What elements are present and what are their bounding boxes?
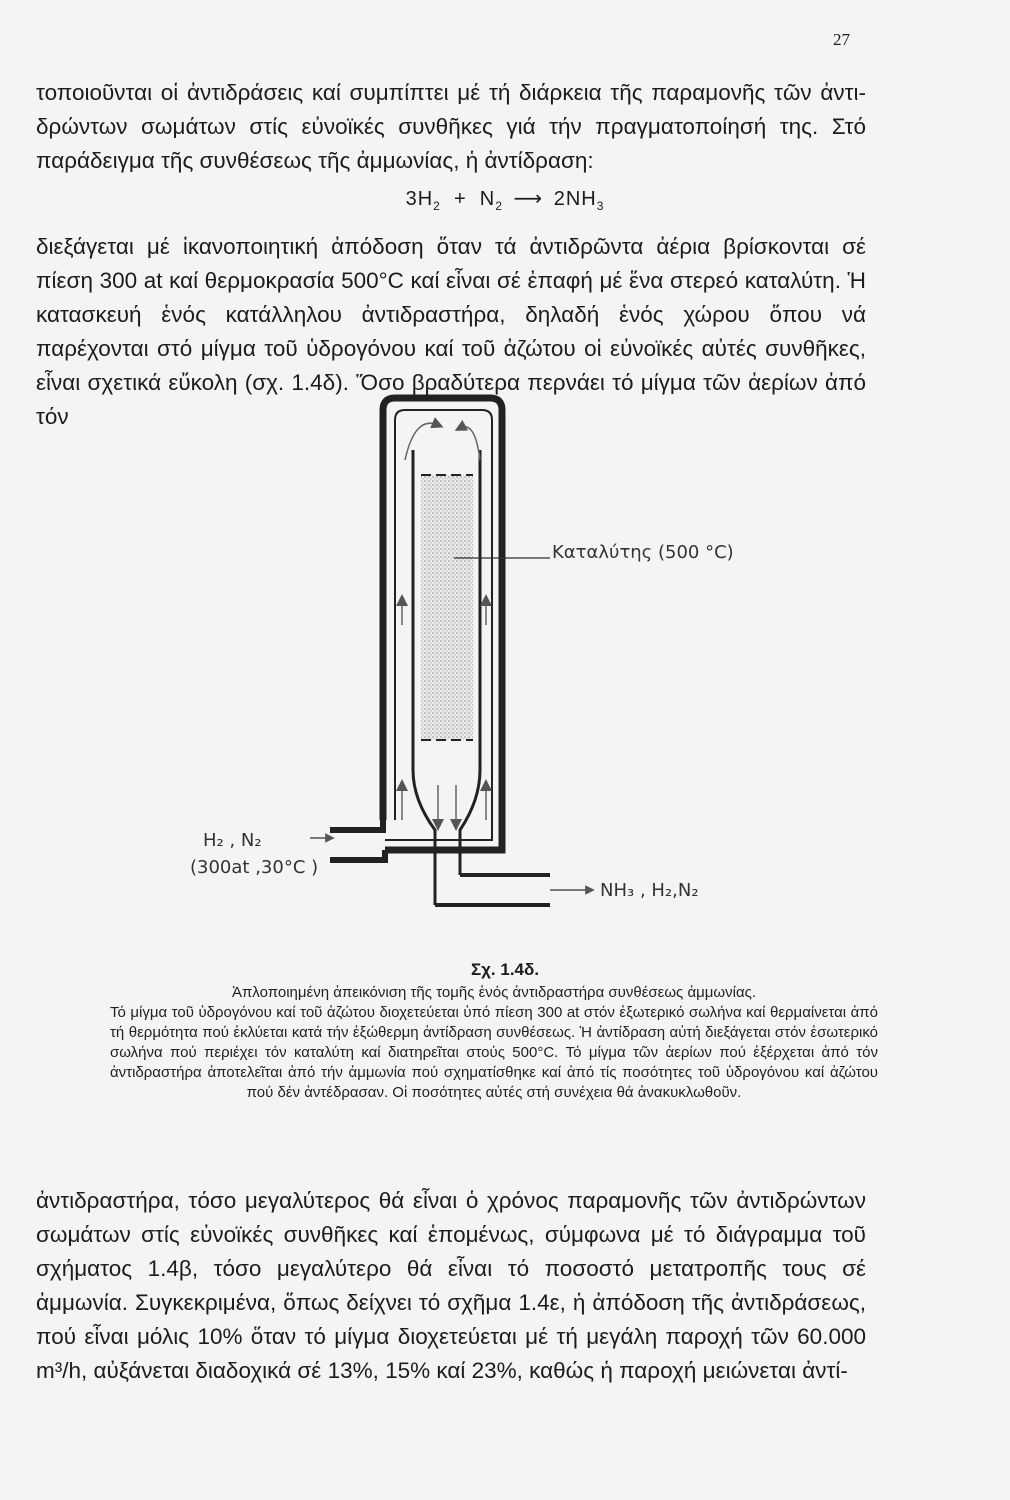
page-number: 27 [833, 30, 850, 49]
equation-middle: N [479, 188, 496, 210]
figure-caption [110, 983, 878, 1103]
caption-body: Τό μίγμα τοῦ ὑδρογόνου καί τοῦ ἀζώτου διοχετεύεται ὑπό πίεση 300 at στόν ἐξωτερικό σωλήνα καί θερμαίνεται ἀπό τή θερμότητα πού ἐκλύεται κατά τήν ἐξώθερμη ἀντίδραση συνθέσεως. Ἡ ἀντίδραση αὐτή διεξάγεται στόν ἐσωτερικό σωλήνα πού περιέχει τόν καταλύτη καί διατηρεῖται στούς 500°C. Τό μίγμα τῶν ἀερίων πού ἐξέρχεται ἀπό τόν ἀντιδραστήρα ἀποτελεῖται ἀπό τήν ἀμμωνία πού σχηματίσθηκε καί ἀπό τίς ποσότητες τοῦ ὑδρογόνου καί ἀζώτου πού δέν ἀντέδρασαν. Οἱ ποσότητες αὐτές στή συνέχεια θά ἀνακυκλωθοῦν. [110, 1004, 878, 1101]
paragraph-bottom: ἀντιδραστήρα, τόσο μεγαλύτερος θά εἶναι ὁ χρόνος παραμονῆς τῶν ἀντιδρώντων σωμάτων στίς εὐνοϊκές συνθῆκες καί ἑπομένως, σύμφωνα μέ τό διάγραμμα τοῦ σχήματος 1.4β, τόσο μεγαλύτερο θά εἶναι τό ποσοστό μετατροπῆς τους σέ ἀμμωνία. Συγκεκριμένα, ὅπως δείχνει τό σχῆμα 1.4ε, ἡ ἀπόδοση τῆς ἀντιδράσεως, πού εἶναι μόλις 10% ὅταν τό μίγμα διοχετεύεται μέ τή μεγάλη παροχή τῶν 60.000 m³/h, αὐξάνεται διαδοχικά σέ 13%, 15% καί 23%, καθώς ἡ παροχή μειώνεται ἀντί- [36, 1188, 866, 1383]
catalyst-bed [421, 475, 473, 740]
caption-first-line: Ἁπλοποιημένη ἀπεικόνιση τῆς τομῆς ἑνός ἀντιδραστήρα συνθέσεως ἀμμωνίας. [231, 984, 757, 1001]
flow-arrow-top-right [460, 427, 480, 460]
outlet-pipe [435, 875, 550, 905]
catalyst-label: Καταλύτης (500 °C) [552, 542, 734, 563]
reaction-arrow-icon: ⟶ [513, 188, 544, 210]
equation-plus: + [453, 188, 467, 210]
feed-inlet-pipe [330, 820, 385, 860]
equation-right-subscript: 3 [596, 199, 605, 213]
feed-label-line2: (300at ,30°C ) [190, 857, 319, 878]
flow-arrow-top-left [405, 423, 438, 460]
figure-caption-title: Σχ. 1.4δ. [470, 960, 540, 979]
equation-right: 2NH [553, 188, 597, 210]
output-label: NH₃ , H₂,N₂ [600, 880, 699, 901]
equation-middle-subscript: 2 [495, 199, 503, 213]
paragraph-mid: διεξάγεται μέ ἱκανοποιητική ἀπόδοση ὅταν τά ἀντιδρῶντα ἀέρια βρίσκονται σέ πίεση 300 at καί θερμοκρασία 500°C καί εἶναι σέ ἐπαφή μέ ἕνα στερεό καταλύτη. Ἡ κατασκευή ἑνός κατάλληλου ἀντιδραστήρα, δηλαδή ἑνός χώρου ὅπου νά παρέχονται στό μίγμα τοῦ ὑδρογόνου καί τοῦ ἀζώτου οἱ εὐνοϊκές αὐτές συνθῆκες, εἶναι σχετικά εὔκολη (σχ. 1.4δ). Ὅσο βραδύτερα περνάει τό μίγμα τῶν ἀερίων ἀπό τόν [36, 234, 866, 429]
reaction-equation [0, 184, 1010, 221]
paragraph-top: τοποιοῦνται οἱ ἀντιδράσεις καί συμπίπτει μέ τή διάρκεια τῆς παραμονῆς τῶν ἀντι-δρώντων σωμάτων στίς εὐνοϊκές συνθῆκες γιά τήν πραγματοποίησή της. Στό παράδειγμα τῆς συνθέσεως τῆς ἀμμωνίας, ἡ ἀντίδραση: [36, 80, 866, 173]
feed-label-line1: H₂ , N₂ [203, 830, 262, 851]
equation-left-subscript: 2 [433, 199, 441, 213]
equation-left: 3H [405, 188, 434, 210]
